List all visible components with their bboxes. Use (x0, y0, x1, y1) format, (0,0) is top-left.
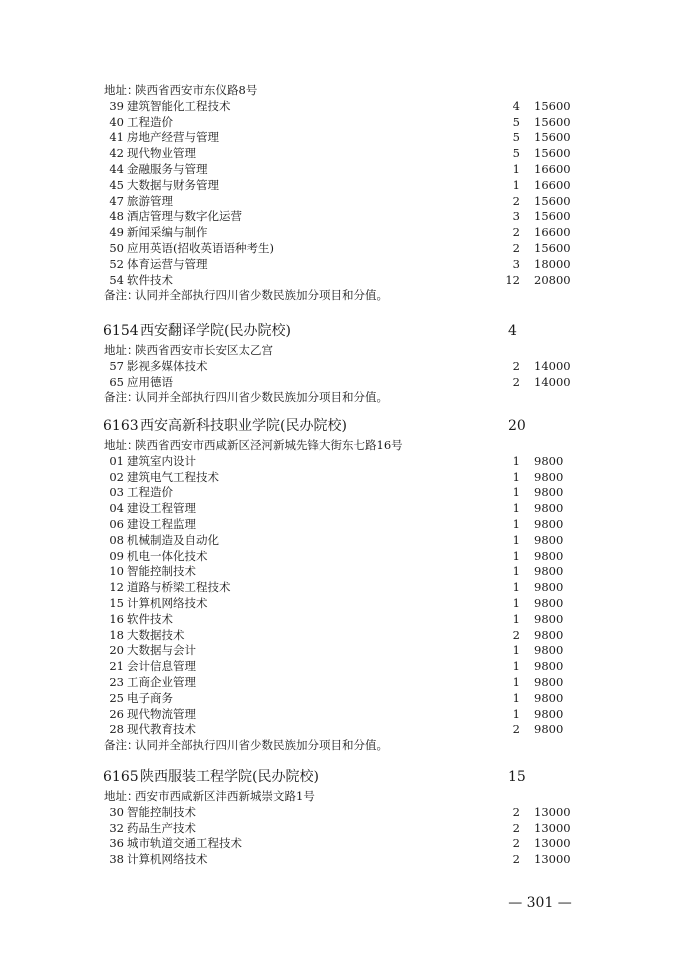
major-row (0, 674, 680, 690)
major-name: 金融服务与管理 (127, 162, 208, 176)
major-row (0, 820, 680, 836)
major-plan-count: 1 (512, 549, 520, 563)
major-code: 36 (109, 836, 124, 850)
major-name: 现代教育技术 (127, 722, 196, 736)
major-name: 城市轨道交通工程技术 (127, 836, 242, 850)
major-row (0, 579, 680, 595)
major-code: 18 (109, 628, 124, 642)
major-tuition: 9800 (534, 659, 564, 673)
address-label: 地址： (104, 343, 139, 357)
address-label: 地址： (104, 83, 139, 97)
major-row (0, 240, 680, 256)
major-name: 软件技术 (127, 612, 173, 626)
major-code: 15 (109, 596, 124, 610)
major-row (0, 835, 680, 851)
address-text: 西安市西咸新区沣西新城崇文路1号 (135, 789, 315, 803)
address-line (0, 82, 680, 98)
major-name: 建设工程监理 (127, 517, 196, 531)
major-row (0, 145, 680, 161)
major-plan-count: 3 (512, 257, 520, 271)
major-row (0, 851, 680, 867)
major-row (0, 177, 680, 193)
major-tuition: 9800 (534, 628, 564, 642)
school-header (0, 415, 680, 437)
address-text: 陕西省西安市长安区太乙宫 (135, 343, 273, 357)
major-code: 30 (109, 805, 124, 819)
major-row (0, 721, 680, 737)
note-text: 认同并全部执行四川省少数民族加分项目和分值。 (135, 288, 388, 302)
major-code: 52 (109, 257, 124, 271)
major-plan-count: 5 (512, 130, 520, 144)
major-code: 03 (109, 485, 124, 499)
major-plan-count: 1 (512, 162, 520, 176)
major-plan-count: 1 (512, 564, 520, 578)
major-code: 45 (109, 178, 124, 192)
major-row (0, 193, 680, 209)
major-tuition: 13000 (534, 821, 571, 835)
major-plan-count: 2 (512, 852, 520, 866)
major-name: 智能控制技术 (127, 805, 196, 819)
major-row (0, 208, 680, 224)
major-name: 道路与桥梁工程技术 (127, 580, 231, 594)
major-code: 28 (109, 722, 124, 736)
major-code: 44 (109, 162, 124, 176)
school-total-plan: 15 (508, 769, 526, 785)
address-text: 陕西省西安市西咸新区泾河新城先锋大街东七路16号 (135, 438, 403, 452)
major-tuition: 9800 (534, 470, 564, 484)
school-name: 西安翻译学院(民办院校) (140, 323, 291, 339)
major-tuition: 9800 (534, 580, 564, 594)
note-text: 认同并全部执行四川省少数民族加分项目和分值。 (135, 390, 388, 404)
major-name: 机电一体化技术 (127, 549, 208, 563)
major-row (0, 804, 680, 820)
major-name: 房地产经营与管理 (127, 130, 219, 144)
note-label: 备注： (104, 288, 139, 302)
major-name: 现代物业管理 (127, 146, 196, 160)
school-name: 陕西服装工程学院(民办院校) (140, 769, 319, 785)
major-name: 会计信息管理 (127, 659, 196, 673)
address-text: 陕西省西安市东仪路8号 (135, 83, 258, 97)
major-row (0, 548, 680, 564)
major-plan-count: 1 (512, 675, 520, 689)
major-name: 电子商务 (127, 691, 173, 705)
major-plan-count: 2 (512, 359, 520, 373)
major-row (0, 627, 680, 643)
major-code: 20 (109, 643, 124, 657)
major-tuition: 9800 (534, 612, 564, 626)
school-code: 6154 (103, 323, 139, 339)
major-tuition: 18000 (534, 257, 571, 271)
major-row (0, 256, 680, 272)
major-code: 50 (109, 241, 124, 255)
note-label: 备注： (104, 738, 139, 752)
major-tuition: 13000 (534, 836, 571, 850)
major-plan-count: 1 (512, 596, 520, 610)
major-name: 药品生产技术 (127, 821, 196, 835)
major-name: 大数据技术 (127, 628, 185, 642)
major-tuition: 14000 (534, 359, 571, 373)
major-plan-count: 4 (512, 99, 520, 113)
major-name: 大数据与财务管理 (127, 178, 219, 192)
major-name: 计算机网络技术 (127, 596, 208, 610)
major-row (0, 563, 680, 579)
major-row (0, 484, 680, 500)
major-plan-count: 1 (512, 485, 520, 499)
major-name: 建筑室内设计 (127, 454, 196, 468)
major-tuition: 14000 (534, 375, 571, 389)
major-plan-count: 2 (512, 722, 520, 736)
major-plan-count: 2 (512, 805, 520, 819)
note-text: 认同并全部执行四川省少数民族加分项目和分值。 (135, 738, 388, 752)
major-code: 21 (109, 659, 124, 673)
major-code: 06 (109, 517, 124, 531)
major-tuition: 9800 (534, 454, 564, 468)
address-label: 地址： (104, 438, 139, 452)
major-code: 23 (109, 675, 124, 689)
major-plan-count: 2 (512, 628, 520, 642)
major-code: 16 (109, 612, 124, 626)
major-name: 影视多媒体技术 (127, 359, 208, 373)
major-code: 08 (109, 533, 124, 547)
major-row (0, 453, 680, 469)
major-plan-count: 3 (512, 209, 520, 223)
major-tuition: 9800 (534, 643, 564, 657)
note-line (0, 737, 680, 753)
major-row (0, 98, 680, 114)
major-plan-count: 2 (512, 375, 520, 389)
address-line (0, 788, 680, 804)
major-code: 54 (109, 273, 124, 287)
major-name: 软件技术 (127, 273, 173, 287)
major-plan-count: 1 (512, 533, 520, 547)
major-row (0, 642, 680, 658)
school-name: 西安高新科技职业学院(民办院校) (140, 418, 347, 434)
major-plan-count: 2 (512, 194, 520, 208)
major-row (0, 114, 680, 130)
major-code: 39 (109, 99, 124, 113)
school-code: 6163 (103, 418, 139, 434)
major-tuition: 9800 (534, 517, 564, 531)
major-name: 大数据与会计 (127, 643, 196, 657)
major-name: 计算机网络技术 (127, 852, 208, 866)
major-row (0, 690, 680, 706)
major-tuition: 16600 (534, 162, 571, 176)
major-tuition: 15600 (534, 99, 571, 113)
major-code: 32 (109, 821, 124, 835)
major-tuition: 9800 (534, 691, 564, 705)
major-code: 65 (109, 375, 124, 389)
major-tuition: 15600 (534, 115, 571, 129)
major-plan-count: 1 (512, 470, 520, 484)
major-name: 建筑电气工程技术 (127, 470, 219, 484)
major-row (0, 374, 680, 390)
major-tuition: 13000 (534, 805, 571, 819)
major-name: 工程造价 (127, 115, 173, 129)
major-tuition: 15600 (534, 209, 571, 223)
major-row (0, 532, 680, 548)
major-tuition: 20800 (534, 273, 571, 287)
major-plan-count: 1 (512, 580, 520, 594)
major-code: 49 (109, 225, 124, 239)
major-plan-count: 5 (512, 146, 520, 160)
major-plan-count: 2 (512, 225, 520, 239)
major-plan-count: 1 (512, 659, 520, 673)
major-name: 建设工程管理 (127, 501, 196, 515)
major-row (0, 469, 680, 485)
note-line (0, 389, 680, 405)
major-name: 应用德语 (127, 375, 173, 389)
major-name: 工商企业管理 (127, 675, 196, 689)
major-plan-count: 1 (512, 501, 520, 515)
major-plan-count: 2 (512, 821, 520, 835)
major-tuition: 9800 (534, 485, 564, 499)
major-name: 现代物流管理 (127, 707, 196, 721)
address-line (0, 437, 680, 453)
major-plan-count: 1 (512, 691, 520, 705)
major-code: 48 (109, 209, 124, 223)
major-code: 26 (109, 707, 124, 721)
major-plan-count: 2 (512, 836, 520, 850)
major-name: 智能控制技术 (127, 564, 196, 578)
major-code: 09 (109, 549, 124, 563)
major-tuition: 15600 (534, 146, 571, 160)
major-code: 12 (109, 580, 124, 594)
major-tuition: 13000 (534, 852, 571, 866)
major-name: 应用英语(招收英语语种考生) (127, 241, 274, 255)
major-row (0, 272, 680, 288)
major-name: 工程造价 (127, 485, 173, 499)
major-name: 体育运营与管理 (127, 257, 208, 271)
major-code: 40 (109, 115, 124, 129)
major-plan-count: 2 (512, 241, 520, 255)
major-plan-count: 1 (512, 178, 520, 192)
major-name: 酒店管理与数字化运营 (127, 209, 242, 223)
major-tuition: 9800 (534, 501, 564, 515)
major-plan-count: 1 (512, 643, 520, 657)
major-code: 47 (109, 194, 124, 208)
major-name: 建筑智能化工程技术 (127, 99, 231, 113)
major-tuition: 9800 (534, 549, 564, 563)
page-number: — 301 — (508, 895, 572, 911)
school-header (0, 766, 680, 788)
major-name: 旅游管理 (127, 194, 173, 208)
school-total-plan: 20 (508, 418, 526, 434)
major-tuition: 16600 (534, 225, 571, 239)
major-plan-count: 1 (512, 517, 520, 531)
major-row (0, 595, 680, 611)
school-total-plan: 4 (508, 323, 517, 339)
major-tuition: 15600 (534, 241, 571, 255)
major-row (0, 706, 680, 722)
major-row (0, 161, 680, 177)
major-name: 新闻采编与制作 (127, 225, 208, 239)
major-code: 42 (109, 146, 124, 160)
major-code: 25 (109, 691, 124, 705)
major-plan-count: 5 (512, 115, 520, 129)
school-code: 6165 (103, 769, 139, 785)
address-label: 地址： (104, 789, 139, 803)
major-row (0, 224, 680, 240)
major-row (0, 358, 680, 374)
major-code: 10 (109, 564, 124, 578)
major-tuition: 9800 (534, 564, 564, 578)
note-line (0, 287, 680, 303)
major-tuition: 9800 (534, 596, 564, 610)
major-tuition: 9800 (534, 707, 564, 721)
major-plan-count: 1 (512, 454, 520, 468)
address-line (0, 342, 680, 358)
major-code: 57 (109, 359, 124, 373)
major-plan-count: 1 (512, 707, 520, 721)
major-plan-count: 12 (505, 273, 520, 287)
major-tuition: 9800 (534, 533, 564, 547)
school-header (0, 320, 680, 342)
major-code: 38 (109, 852, 124, 866)
major-row (0, 516, 680, 532)
major-name: 机械制造及自动化 (127, 533, 219, 547)
major-plan-count: 1 (512, 612, 520, 626)
major-row (0, 129, 680, 145)
major-tuition: 15600 (534, 130, 571, 144)
major-tuition: 16600 (534, 178, 571, 192)
major-tuition: 9800 (534, 722, 564, 736)
major-code: 41 (109, 130, 124, 144)
note-label: 备注： (104, 390, 139, 404)
major-code: 04 (109, 501, 124, 515)
major-code: 02 (109, 470, 124, 484)
major-tuition: 15600 (534, 194, 571, 208)
major-tuition: 9800 (534, 675, 564, 689)
major-code: 01 (109, 454, 124, 468)
major-row (0, 500, 680, 516)
major-row (0, 611, 680, 627)
major-row (0, 658, 680, 674)
